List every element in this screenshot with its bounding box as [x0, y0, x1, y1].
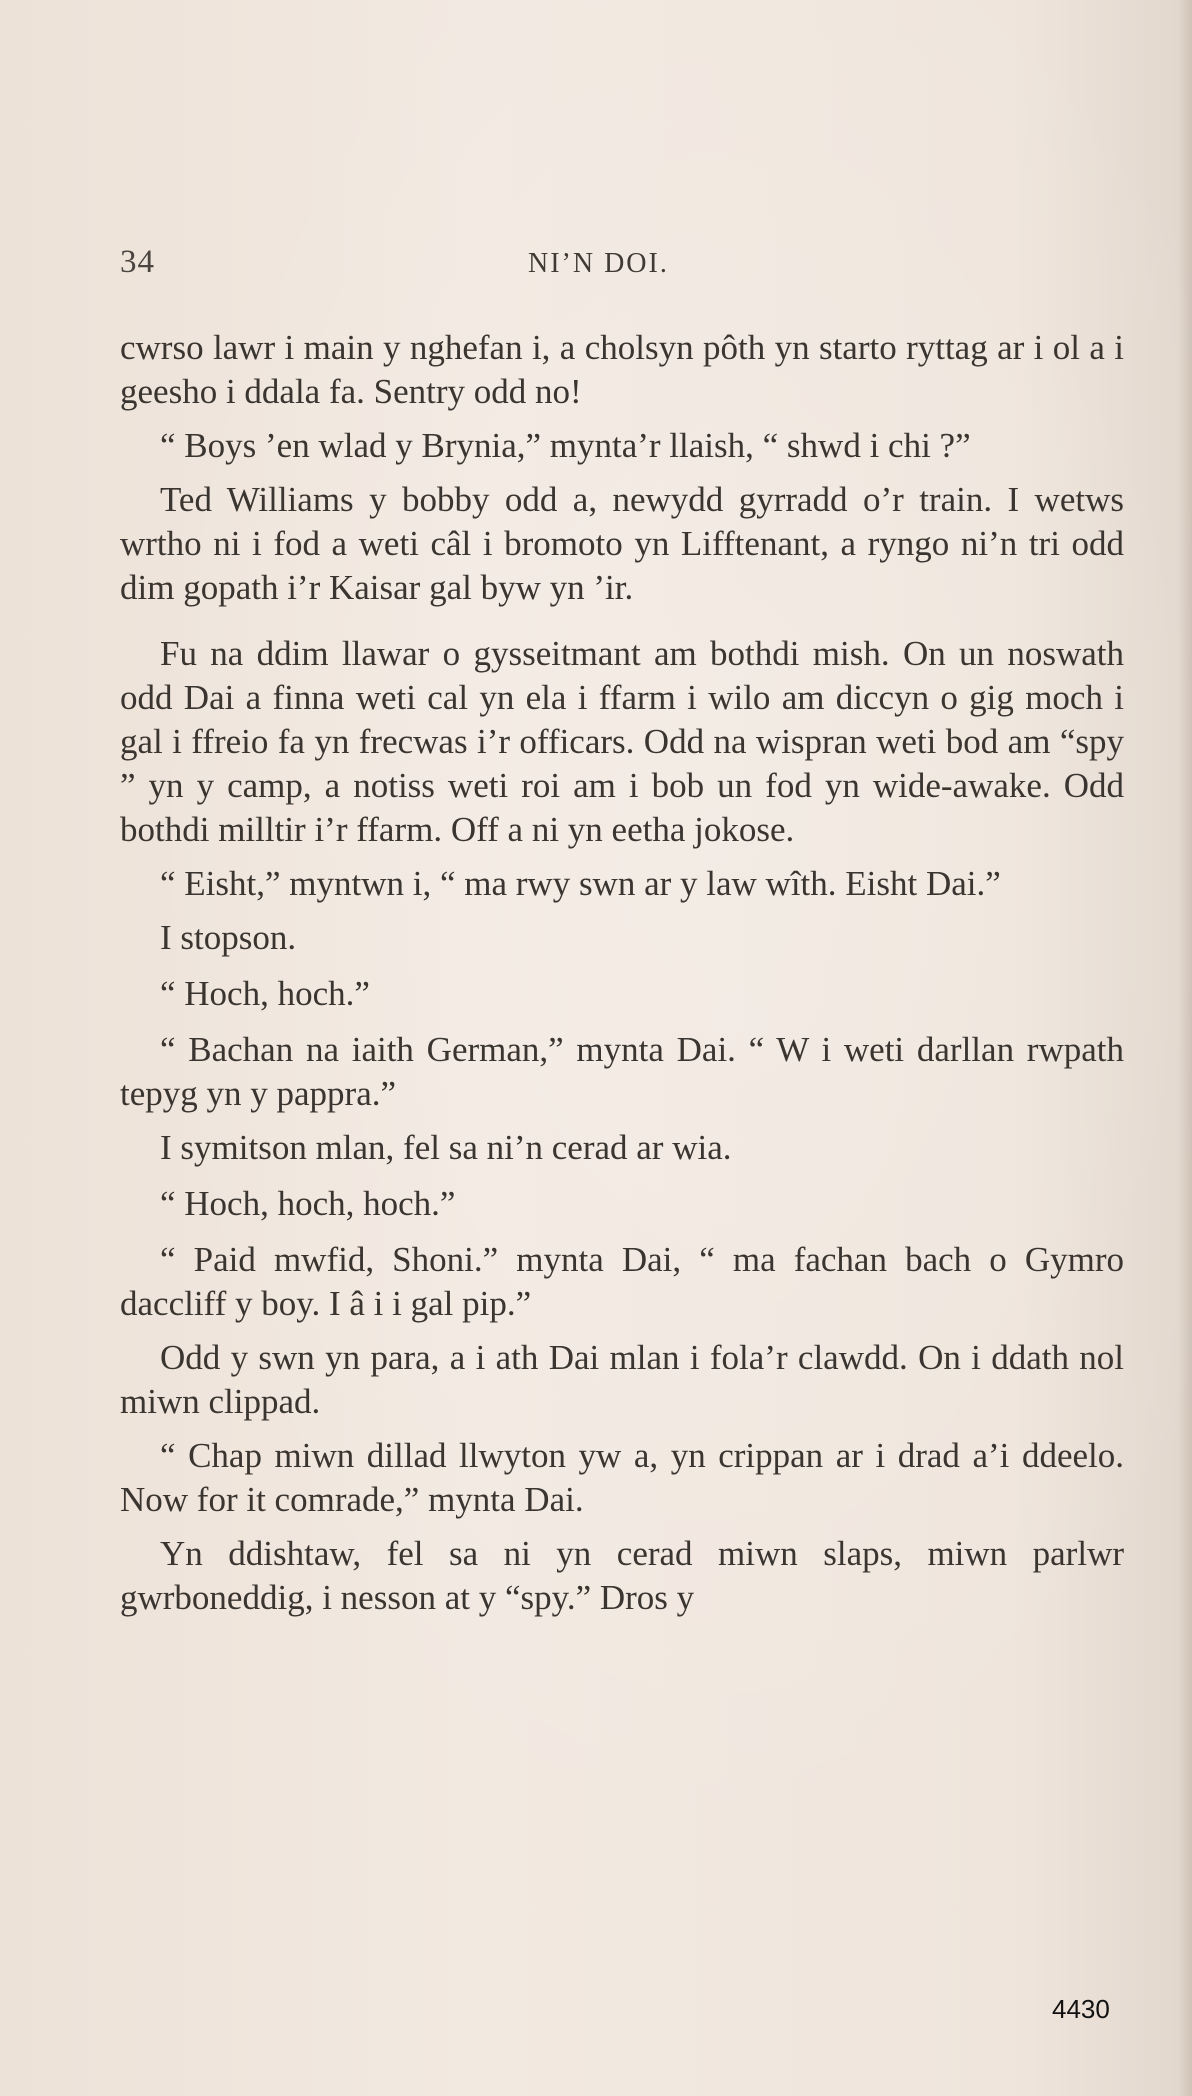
paragraph-4: Fu na ddim llawar o gysseitmant am bothdi mish. On un noswath odd Dai a finna weti cal yn ela i ffarm i wilo am diccyn o gig moch i gal i ffreio fa yn frecwas i’r officars. Odd na wispran weti bod am “spy ” yn y camp, a notiss weti roi am i bob un fod yn wide-awake. Odd bothdi milltir i’r ffarm. Off a ni yn eetha jokose.: [120, 634, 1124, 849]
paragraph-8: “ Bachan na iaith German,” mynta Dai. “ W i weti darllan rwpath tepyg yn y pappra.”: [120, 1030, 1124, 1113]
paragraph-11: “ Paid mwfid, Shoni.” mynta Dai, “ ma fachan bach o Gymro daccliff y boy. I â i i gal pip.”: [120, 1240, 1124, 1323]
body-text: [120, 326, 1124, 1630]
paragraph-5: “ Eisht,” myntwn i, “ ma rwy swn ar y law wîth. Eisht Dai.”: [160, 864, 1001, 903]
paragraph-1: cwrso lawr i main y nghefan i, a cholsyn pôth yn starto ryttag ar i ol a i geesho i ddala fa. Sentry odd no!: [120, 328, 1124, 411]
page-header: [120, 244, 1124, 288]
paragraph-2: “ Boys ’en wlad y Brynia,” mynta’r llaish, “ shwd i chi ?”: [160, 426, 971, 465]
paragraph-7: “ Hoch, hoch.”: [160, 974, 370, 1013]
paragraph-6: I stopson.: [160, 918, 297, 957]
paragraph-12: Odd y swn yn para, a i ath Dai mlan i fola’r clawdd. On i ddath nol miwn clippad.: [120, 1338, 1124, 1421]
paragraph-3: Ted Williams y bobby odd a, newydd gyrradd o’r train. I wetws wrtho ni i fod a weti câl i bromoto yn Lifftenant, a ryngo ni’n tri odd dim gopath i’r Kaisar gal byw yn ’ir.: [120, 480, 1124, 607]
page-edge-shadow: [1178, 0, 1192, 2096]
paragraph-14: Yn ddishtaw, fel sa ni yn cerad miwn slaps, miwn parlwr gwrboneddig, i nesson at y “spy.” Dros y: [120, 1534, 1124, 1617]
catalog-number: 4430: [1052, 1994, 1110, 2024]
paragraph-9: I symitson mlan, fel sa ni’n cerad ar wia.: [160, 1128, 732, 1167]
paragraph-10: “ Hoch, hoch, hoch.”: [160, 1184, 456, 1223]
paragraph-13: “ Chap miwn dillad llwyton yw a, yn crippan ar i drad a’i ddeelo. Now for it comrade,” mynta Dai.: [120, 1436, 1124, 1519]
running-title: NI’N DOI.: [528, 248, 669, 279]
page-number: 34: [120, 244, 155, 280]
